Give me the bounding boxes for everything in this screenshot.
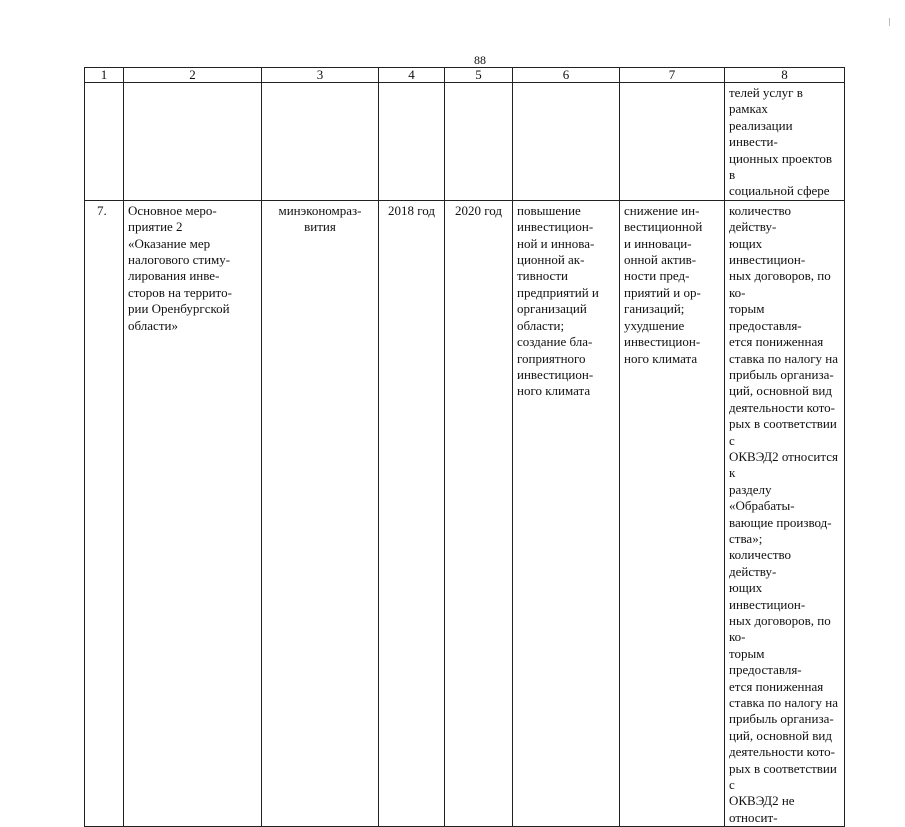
page-number: 88 <box>474 53 486 67</box>
cell-empty <box>445 83 513 201</box>
end-year-cell: 2020 год <box>445 200 513 826</box>
start-year-cell: 2018 год <box>379 200 445 826</box>
column-number-3: 3 <box>262 68 379 83</box>
column-number-5: 5 <box>445 68 513 83</box>
cell-empty <box>620 83 725 201</box>
executor-cell: минэкономраз- вития <box>262 200 379 826</box>
measure-name-cell: Основное меро- приятие 2 «Оказание мер налогового стиму- лирования инве- сторов на террито- рии Оренбургской области» <box>124 200 262 826</box>
cell-empty <box>85 83 124 201</box>
consequences-cell: снижение ин- вестиционной и инноваци- онной актив- ности пред- приятий и ор- ганизаций; ухудшение инвестицион- ного климата <box>620 200 725 826</box>
column-number-2: 2 <box>124 68 262 83</box>
cell-empty <box>262 83 379 201</box>
program-measures-table <box>84 67 845 827</box>
table-header-row <box>85 68 845 83</box>
column-number-1: 1 <box>85 68 124 83</box>
scan-edge-mark <box>889 18 890 26</box>
expected-result-cell: повышение инвестицион- ной и иннова- ционной ак- тивности предприятий и организаций области; создание бла- гоприятного инвестицион- ного климата <box>513 200 620 826</box>
indicators-cell: количество действу- ющих инвестицион- ных договоров, по ко- торым предоставля- ется пониженная ставка по налогу на прибыль организа- ций, основной вид деятельности кото- рых в соответствии с ОКВЭД2 относится к разделу «Обрабаты- вающие производ- ства»; количество действу- ющих инвестицион- ных договоров, по ко- торым предоставля- ется пониженная ставка по налогу на прибыль организа- ций, основной вид деятельности кото- рых в соответствии с ОКВЭД2 не относит- <box>725 200 845 826</box>
cell-empty <box>379 83 445 201</box>
column-number-6: 6 <box>513 68 620 83</box>
column-number-7: 7 <box>620 68 725 83</box>
indicator-continuation-cell: телей услуг в рамках реализации инвести- ционных проектов в социальной сфере <box>725 83 845 201</box>
column-number-4: 4 <box>379 68 445 83</box>
column-number-8: 8 <box>725 68 845 83</box>
row-number-cell: 7. <box>85 200 124 826</box>
table-row <box>85 200 845 826</box>
cell-empty <box>513 83 620 201</box>
cell-empty <box>124 83 262 201</box>
table-row-continuation <box>85 83 845 201</box>
